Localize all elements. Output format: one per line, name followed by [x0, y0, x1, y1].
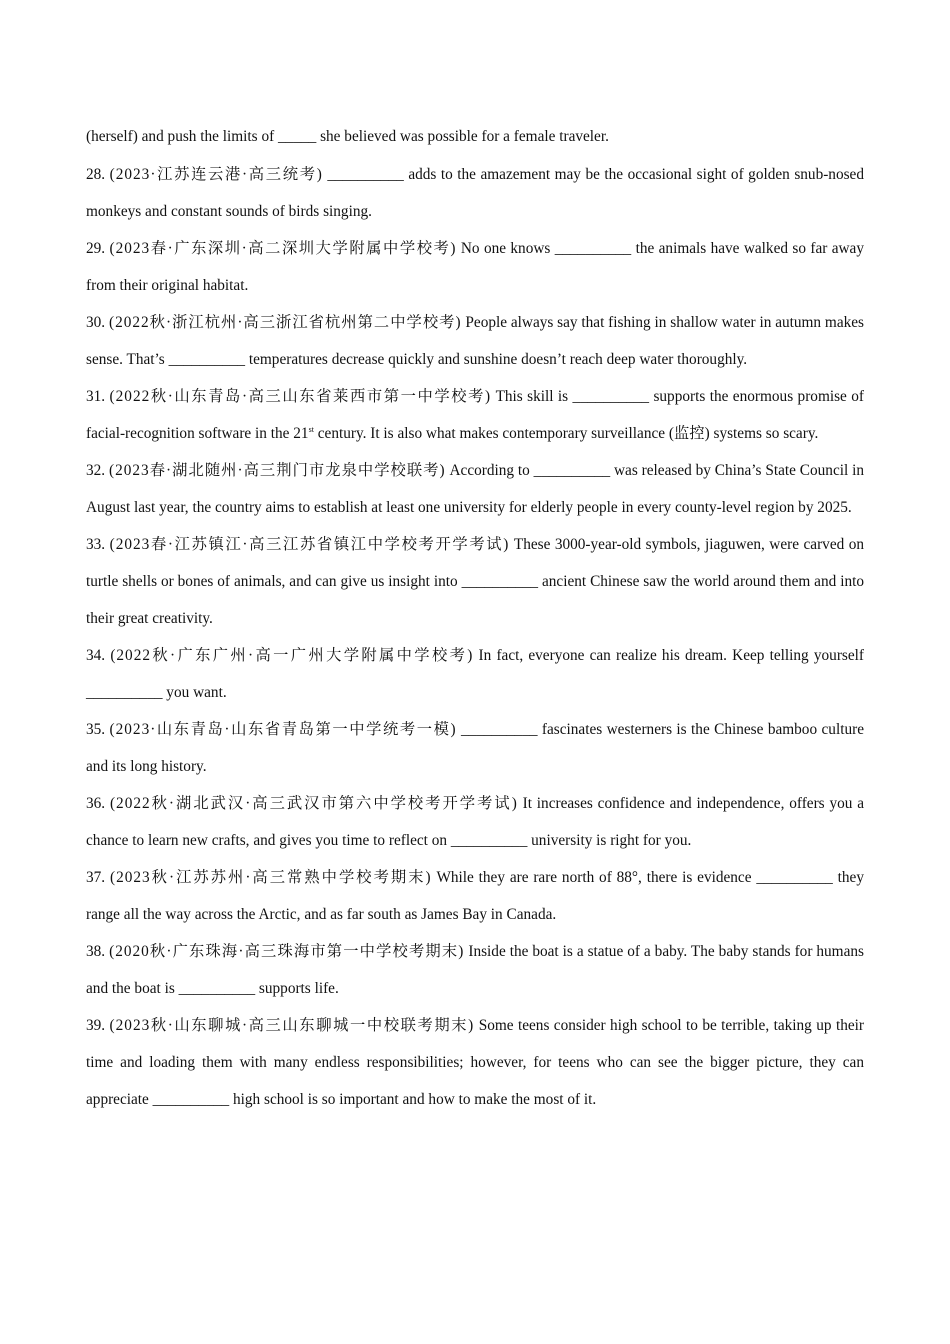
question-text: This skill is __________ supports the enormous promise of facial-recognition software in the 21 — [86, 388, 864, 442]
question-source: (2023春·湖北随州·高三荆门市龙泉中学校联考) — [108, 462, 446, 479]
question-source: (2023·江苏连云港·高三统考) — [109, 166, 323, 183]
question-source: (2023春·江苏镇江·高三江苏省镇江中学校考开学考试) — [109, 536, 510, 553]
question-text: __________ adds to the amazement may be the occasional sight of golden snub-nosed monkeys and constant sounds of birds singing. — [86, 166, 865, 220]
question-number: 36. — [86, 795, 106, 812]
document-page — [86, 122, 864, 1118]
question-source: (2022秋·湖北武汉·高三武汉市第六中学校考开学考试) — [109, 795, 518, 812]
question-number: 37. — [86, 869, 106, 886]
question-text: According to __________ was released by China’s State Council in August last year, the country aims to establish at least one university for elderly people in every county-level region by 2025. — [86, 462, 864, 516]
question-30 — [86, 304, 864, 378]
question-text: Inside the boat is a statue of a baby. The baby stands for humans and the boat is __________ supports life. — [86, 943, 864, 997]
question-34 — [86, 637, 864, 711]
question-text: It increases confidence and independence, offers you a chance to learn new crafts, and gives you time to reflect on __________ university is right for you. — [86, 795, 864, 849]
question-number: 39. — [86, 1017, 106, 1034]
question-number: 34. — [86, 647, 106, 664]
question-source: (2022秋·浙江杭州·高三浙江省杭州第二中学校考) — [108, 314, 462, 331]
question-39 — [86, 1007, 864, 1118]
question-text: __________ fascinates westerners is the Chinese bamboo culture and its long history. — [86, 721, 864, 775]
question-31 — [86, 378, 864, 452]
ordinal-superscript: st — [308, 425, 314, 434]
question-32 — [86, 452, 864, 526]
question-29 — [86, 230, 864, 304]
question-text: People always say that fishing in shallow water in autumn makes sense. That’s __________ temperatures decrease quickly and sunshine doesn’t reach deep water thoroughly. — [86, 314, 864, 368]
question-number: 31. — [86, 388, 106, 405]
question-text: No one knows __________ the animals have walked so far away from their original habitat. — [86, 240, 864, 294]
question-number: 38. — [86, 943, 106, 960]
question-27-continuation — [86, 122, 864, 152]
question-33 — [86, 526, 864, 637]
question-source: (2022秋·广东广州·高一广州大学附属中学校考) — [110, 647, 474, 664]
question-35 — [86, 711, 864, 785]
question-37 — [86, 859, 864, 933]
question-number: 35. — [86, 721, 106, 738]
question-source: (2023·山东青岛·山东省青岛第一中学统考一模) — [109, 721, 457, 738]
question-number: 30. — [86, 314, 106, 331]
question-text: In fact, everyone can realize his dream. Keep telling yourself __________ you want. — [86, 647, 865, 701]
question-36 — [86, 785, 864, 859]
question-number: 28. — [86, 166, 106, 183]
question-text: While they are rare north of 88°, there is evidence __________ they range all the way across the Arctic, and as far south as James Bay in Canada. — [86, 869, 864, 923]
question-28 — [86, 156, 864, 230]
question-38 — [86, 933, 864, 1007]
question-source: (2023秋·江苏苏州·高三常熟中学校考期末) — [109, 869, 432, 886]
question-number: 33. — [86, 536, 106, 553]
question-number: 32. — [86, 462, 106, 479]
question-source: (2023秋·山东聊城·高三山东聊城一中校联考期末) — [109, 1017, 475, 1034]
question-text: These 3000-year-old symbols, jiaguwen, were carved on turtle shells or bones of animals, and can give us insight into __________ ancient Chinese saw the world around them and into their great creativity. — [86, 536, 865, 627]
question-source: (2022秋·山东青岛·高三山东省莱西市第一中学校考) — [109, 388, 492, 405]
question-text: Some teens consider high school to be terrible, taking up their time and loading them with many endless responsibilities; however, for teens who can see the bigger picture, they can appreciate __________ high school is so important and how to make the most of it. — [86, 1017, 864, 1108]
question-text: (herself) and push the limits of _____ she believed was possible for a female traveler. — [86, 128, 609, 145]
question-source: (2023春·广东深圳·高二深圳大学附属中学校考) — [109, 240, 457, 257]
question-text-continued: century. It is also what makes contemporary surveillance (监控) systems so scary. — [313, 425, 819, 442]
question-source: (2020秋·广东珠海·高三珠海市第一中学校考期末) — [109, 943, 465, 960]
question-number: 29. — [86, 240, 106, 257]
